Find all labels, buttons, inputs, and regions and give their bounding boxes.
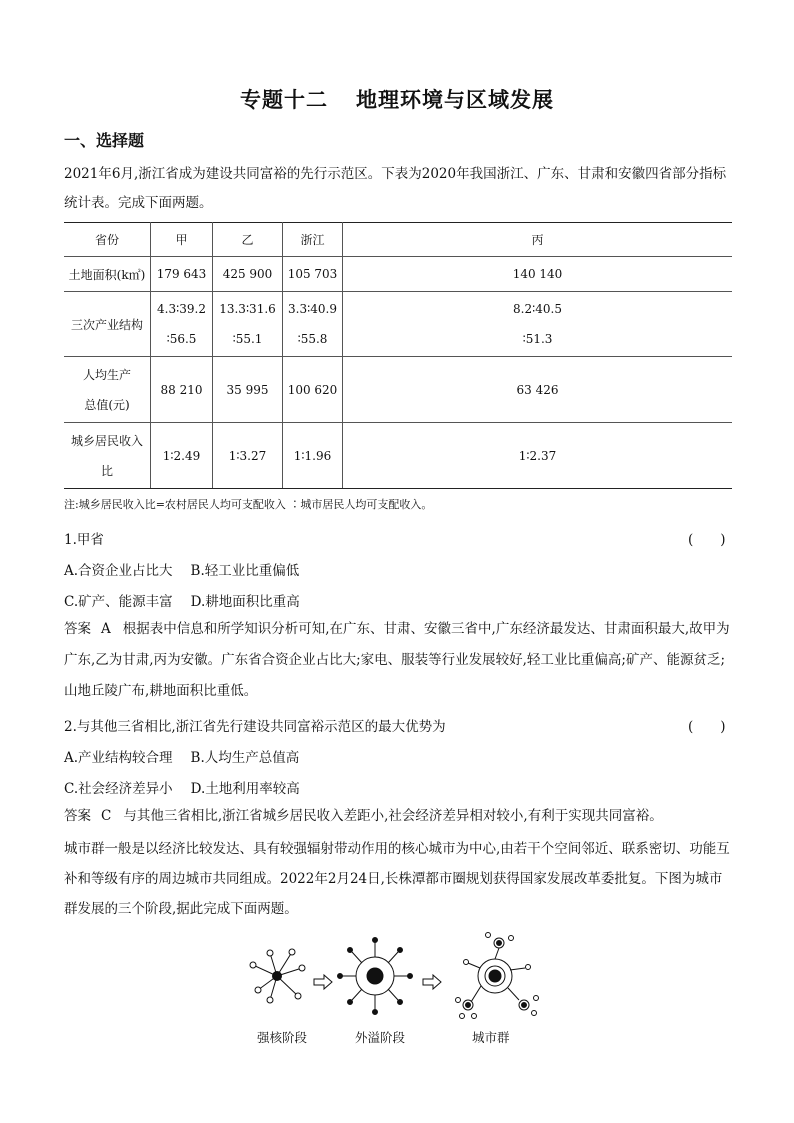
header-cell-province: 省份	[64, 223, 151, 257]
cell-gdp-yi: 35 995	[213, 357, 283, 423]
section-heading: 一、选择题	[64, 131, 145, 150]
caption-spillover-stage: 外溢阶段	[355, 1030, 406, 1045]
row-label-income-line1: 城乡居民收入	[70, 433, 143, 448]
cell-gdp-jia: 88 210	[151, 357, 213, 423]
cell-structure-bing-line1: 8.2∶40.5	[513, 302, 562, 316]
city-cluster-stages-diagram	[240, 930, 560, 1025]
q2-option-d: D.土地利用率较高	[190, 781, 300, 797]
q2-option-b: B.人均生产总值高	[190, 750, 300, 766]
caption-city-cluster-stage: 城市群	[472, 1030, 510, 1045]
q2-answer-letter: C	[101, 808, 112, 824]
question-2-answer-blank: ( )	[688, 719, 726, 735]
table-note: 注:城乡居民收入比=农村居民人均可支配收入 ∶城市居民人均可支配收入。	[64, 498, 433, 511]
q1-answer-explanation: 根据表中信息和所学知识分析可知,在广东、甘肃、安徽三省中,广东经济最发达、甘肃面积最大,故甲为广东,乙为甘肃,丙为安徽。广东省合资企业占比大;家电、服装等行业发展较好,轻工业比重偏高;矿产、能源贫乏;山地丘陵广布,耕地面积比重低。	[64, 621, 730, 699]
row-label-land-area: 土地面积(k㎡)	[64, 257, 151, 292]
q2-answer-explanation: 与其他三省相比,浙江省城乡居民收入差距小,社会经济差异相对较小,有利于实现共同富裕。	[123, 808, 663, 824]
q1-option-b: B.轻工业比重偏低	[190, 563, 300, 579]
header-cell-jia: 甲	[151, 223, 213, 257]
cell-structure-yi-line1: 13.3∶31.6	[219, 302, 276, 316]
q2-option-a: A.产业结构较合理	[64, 750, 173, 766]
statistics-table	[64, 222, 732, 489]
cell-income-yi: 1∶3.27	[213, 423, 283, 489]
cell-land-area-yi: 425 900	[213, 257, 283, 292]
question-2-stem: 2.与其他三省相比,浙江省先行建设共同富裕示范区的最大优势为	[64, 719, 446, 735]
table-row-land-area	[64, 257, 732, 292]
q1-answer-letter: A	[101, 621, 111, 637]
q2-option-c: C.社会经济差异小	[64, 781, 173, 797]
row-label-income-line2: 比	[100, 463, 113, 478]
question-2-answer	[64, 801, 732, 832]
intro-paragraph-1: 2021年6月,浙江省成为建设共同富裕的先行示范区。下表为2020年我国浙江、广东、甘肃和安徽四省部分指标统计表。完成下面两题。	[64, 166, 727, 211]
spillover-stage-graphic	[338, 938, 413, 1015]
title-topic-name: 地理环境与区域发展	[356, 88, 554, 112]
cell-land-area-bing: 140 140	[343, 257, 733, 292]
question-1-stem: 1.甲省	[64, 532, 104, 548]
cell-income-zhejiang: 1∶1.96	[283, 423, 343, 489]
cell-structure-jia-line1: 4.3∶39.2	[157, 302, 206, 316]
table-header-row	[64, 223, 732, 257]
cell-gdp-bing: 63 426	[343, 357, 733, 423]
q1-option-d: D.耕地面积比重高	[190, 594, 300, 610]
q1-option-a: A.合资企业占比大	[64, 563, 173, 579]
row-label-industry-structure: 三次产业结构	[64, 292, 151, 357]
cell-land-area-zhejiang: 105 703	[283, 257, 343, 292]
question-2-options-row-1	[64, 746, 299, 766]
row-label-gdp-line1: 人均生产	[82, 367, 131, 382]
right-arrow-icon	[314, 975, 332, 989]
cell-structure-bing-line2: ∶51.3	[522, 332, 553, 346]
cell-structure-zhejiang-line2: ∶55.8	[297, 332, 328, 346]
title-topic-number: 专题十二	[240, 88, 328, 112]
table-row-gdp-per-capita	[64, 357, 732, 423]
city-cluster-stage-graphic	[456, 933, 539, 1019]
cell-income-jia: 1∶2.49	[151, 423, 213, 489]
question-1-options-row-1	[64, 559, 299, 579]
header-cell-zhejiang: 浙江	[283, 223, 343, 257]
row-label-gdp-line2: 总值(元)	[84, 397, 130, 412]
question-2-options-row-2	[64, 777, 300, 797]
cell-structure-bing	[343, 292, 733, 357]
cell-structure-yi-line2: ∶55.1	[232, 332, 263, 346]
cell-structure-jia-line2: ∶56.5	[166, 332, 197, 346]
strong-core-stage-graphic	[250, 949, 305, 1003]
header-cell-bing: 丙	[343, 223, 733, 257]
table-row-income-ratio	[64, 423, 732, 489]
question-1-answer-blank: ( )	[688, 532, 726, 548]
table-row-industry-structure	[64, 292, 732, 357]
page-title	[0, 84, 794, 114]
right-arrow-icon	[423, 975, 441, 989]
intro-paragraph-2: 城市群一般是以经济比较发达、具有较强辐射带动作用的核心城市为中心,由若干个空间邻近、联系密切、功能互补和等级有序的周边城市共同组成。2022年2月24日,长株潭都市圈规划获得国家发展改革委批复。下图为城市群发展的三个阶段,据此完成下面两题。	[64, 841, 730, 917]
row-label-gdp-per-capita	[64, 357, 151, 423]
cell-structure-zhejiang	[283, 292, 343, 357]
cell-structure-yi	[213, 292, 283, 357]
cell-structure-jia	[151, 292, 213, 357]
header-cell-yi: 乙	[213, 223, 283, 257]
cell-income-bing: 1∶2.37	[343, 423, 733, 489]
question-1-answer	[64, 614, 732, 707]
cell-structure-zhejiang-line1: 3.3∶40.9	[288, 302, 337, 316]
q1-option-c: C.矿产、能源丰富	[64, 594, 173, 610]
question-1-options-row-2	[64, 590, 300, 610]
caption-strong-core-stage: 强核阶段	[257, 1030, 308, 1045]
row-label-income-ratio	[64, 423, 151, 489]
q2-answer-label: 答案	[64, 808, 91, 824]
cell-gdp-zhejiang: 100 620	[283, 357, 343, 423]
q1-answer-label: 答案	[64, 621, 91, 637]
cell-land-area-jia: 179 643	[151, 257, 213, 292]
